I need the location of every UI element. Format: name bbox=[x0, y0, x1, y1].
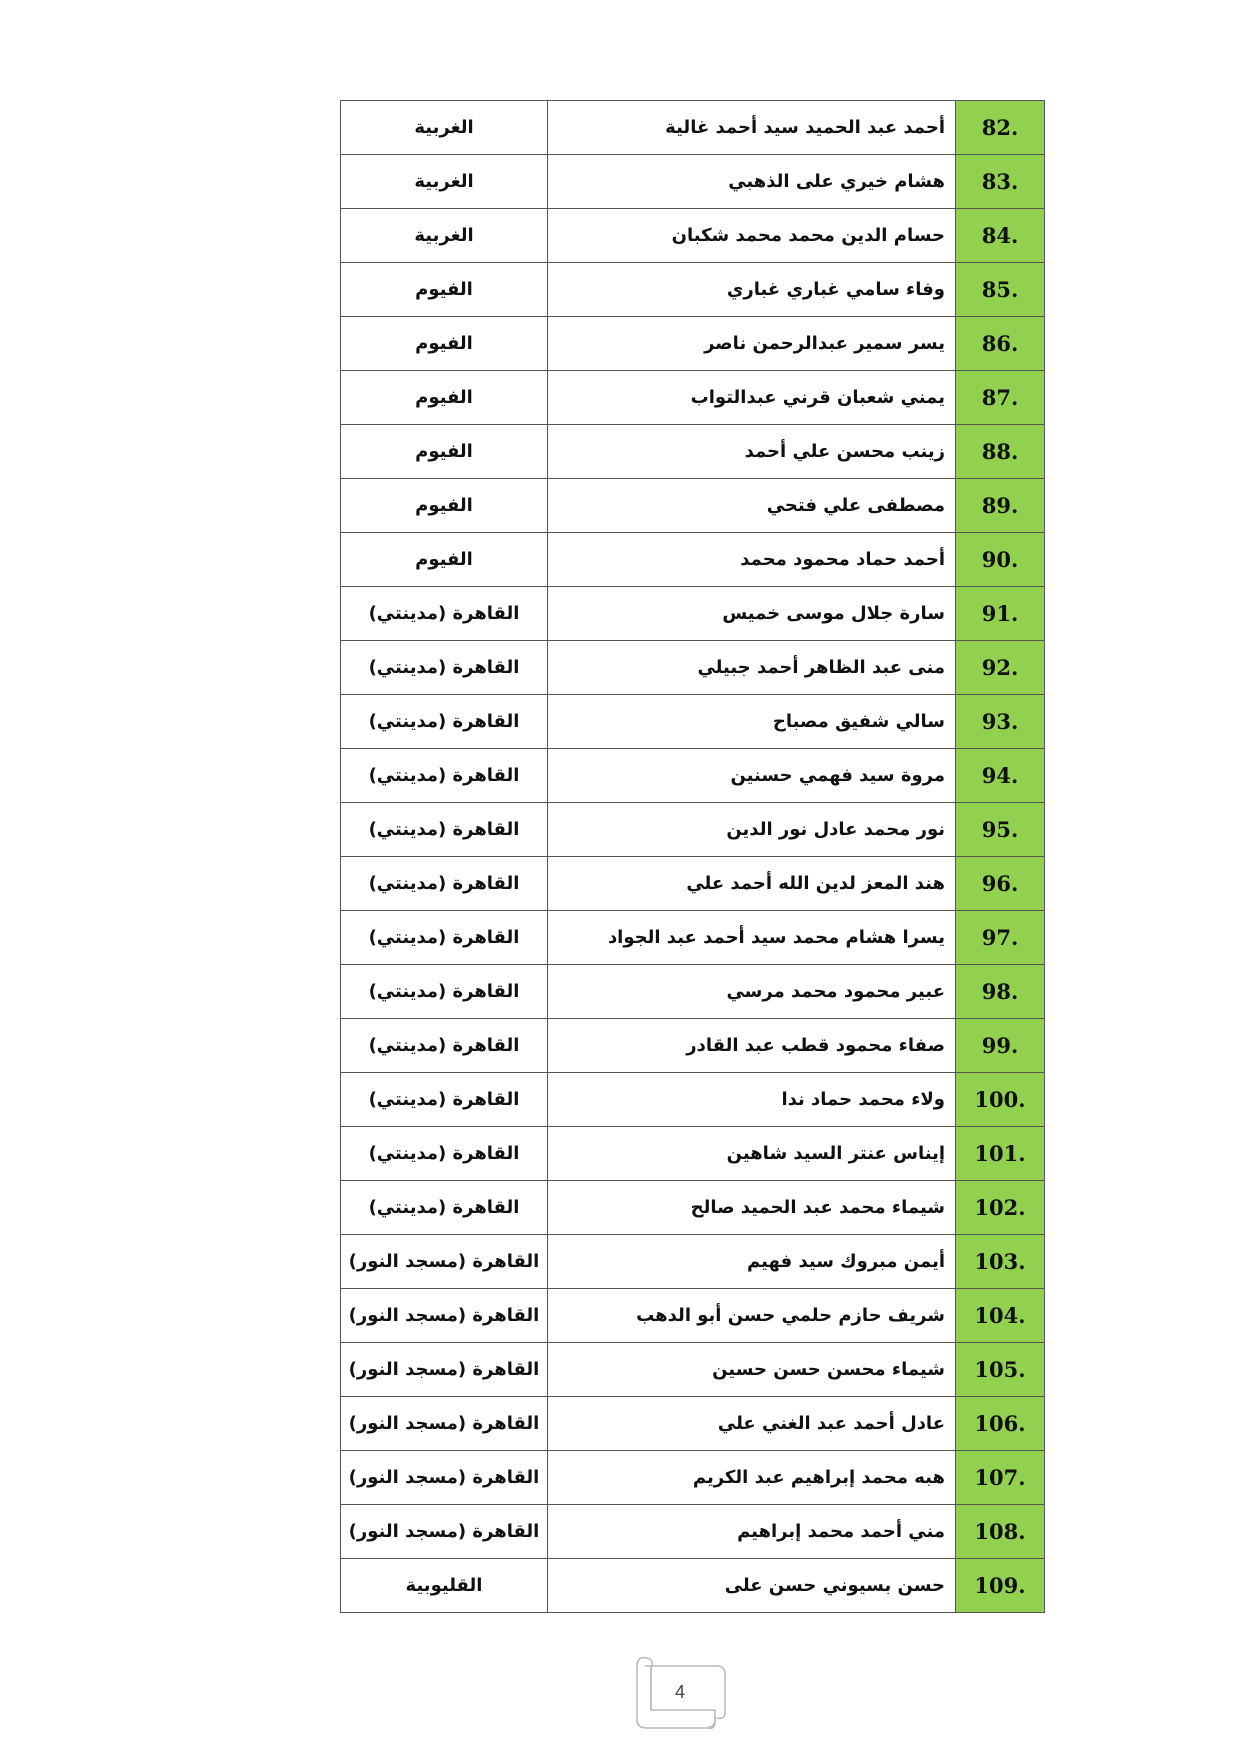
table-row bbox=[341, 965, 1045, 1019]
row-number: .88 bbox=[956, 425, 1045, 479]
participant-name: هشام خيري على الذهبي bbox=[548, 155, 956, 209]
page-number-scroll bbox=[625, 1652, 735, 1732]
participant-name: أحمد حماد محمود محمد bbox=[548, 533, 956, 587]
table-row bbox=[341, 641, 1045, 695]
participant-name: حسن بسيوني حسن على bbox=[548, 1559, 956, 1613]
governorate: الفيوم bbox=[341, 479, 548, 533]
row-number: .82 bbox=[956, 101, 1045, 155]
governorate: الغربية bbox=[341, 155, 548, 209]
row-number: .97 bbox=[956, 911, 1045, 965]
governorate: القاهرة (مدينتي) bbox=[341, 1019, 548, 1073]
governorate: القاهرة (مسجد النور) bbox=[341, 1343, 548, 1397]
governorate: القاهرة (مسجد النور) bbox=[341, 1289, 548, 1343]
table-row bbox=[341, 1019, 1045, 1073]
row-number: .84 bbox=[956, 209, 1045, 263]
governorate: الفيوم bbox=[341, 317, 548, 371]
row-number: .86 bbox=[956, 317, 1045, 371]
table-row bbox=[341, 155, 1045, 209]
row-number: .93 bbox=[956, 695, 1045, 749]
governorate: القاهرة (مدينتي) bbox=[341, 587, 548, 641]
table-row bbox=[341, 101, 1045, 155]
row-number: .103 bbox=[956, 1235, 1045, 1289]
participant-name: يمني شعبان قرني عبدالتواب bbox=[548, 371, 956, 425]
governorate: الغربية bbox=[341, 209, 548, 263]
row-number: .99 bbox=[956, 1019, 1045, 1073]
governorate: القاهرة (مسجد النور) bbox=[341, 1505, 548, 1559]
participant-name: سالي شفيق مصباح bbox=[548, 695, 956, 749]
participant-name: شريف حازم حلمي حسن أبو الدهب bbox=[548, 1289, 956, 1343]
governorate: القاهرة (مدينتي) bbox=[341, 749, 548, 803]
row-number: .90 bbox=[956, 533, 1045, 587]
page-number: 4 bbox=[674, 1682, 685, 1702]
row-number: .105 bbox=[956, 1343, 1045, 1397]
participant-name: عادل أحمد عبد الغني علي bbox=[548, 1397, 956, 1451]
row-number: .104 bbox=[956, 1289, 1045, 1343]
table-row bbox=[341, 1343, 1045, 1397]
governorate: الفيوم bbox=[341, 425, 548, 479]
participants-table bbox=[340, 100, 1045, 1613]
participant-name: وفاء سامي غباري غباري bbox=[548, 263, 956, 317]
participant-name: شيماء محمد عبد الحميد صالح bbox=[548, 1181, 956, 1235]
row-number: .94 bbox=[956, 749, 1045, 803]
table-row bbox=[341, 749, 1045, 803]
row-number: .83 bbox=[956, 155, 1045, 209]
table-row bbox=[341, 1559, 1045, 1613]
participant-name: أيمن مبروك سيد فهيم bbox=[548, 1235, 956, 1289]
participant-name: ولاء محمد حماد ندا bbox=[548, 1073, 956, 1127]
row-number: .96 bbox=[956, 857, 1045, 911]
row-number: .107 bbox=[956, 1451, 1045, 1505]
governorate: الغربية bbox=[341, 101, 548, 155]
row-number: .87 bbox=[956, 371, 1045, 425]
row-number: .100 bbox=[956, 1073, 1045, 1127]
table-row bbox=[341, 317, 1045, 371]
table-row bbox=[341, 587, 1045, 641]
participant-name: يسرا هشام محمد سيد أحمد عبد الجواد bbox=[548, 911, 956, 965]
row-number: .95 bbox=[956, 803, 1045, 857]
participant-name: هبه محمد إبراهيم عبد الكريم bbox=[548, 1451, 956, 1505]
table-row bbox=[341, 911, 1045, 965]
row-number: .85 bbox=[956, 263, 1045, 317]
table-row bbox=[341, 1073, 1045, 1127]
participant-name: يسر سمير عبدالرحمن ناصر bbox=[548, 317, 956, 371]
governorate: القاهرة (مدينتي) bbox=[341, 1073, 548, 1127]
governorate: القاهرة (مدينتي) bbox=[341, 857, 548, 911]
table-row bbox=[341, 857, 1045, 911]
governorate: القاهرة (مدينتي) bbox=[341, 641, 548, 695]
table-row bbox=[341, 1181, 1045, 1235]
participant-name: هند المعز لدين الله أحمد علي bbox=[548, 857, 956, 911]
governorate: القاهرة (مدينتي) bbox=[341, 1127, 548, 1181]
governorate: القاهرة (مدينتي) bbox=[341, 803, 548, 857]
governorate: القاهرة (مسجد النور) bbox=[341, 1451, 548, 1505]
governorate: الفيوم bbox=[341, 533, 548, 587]
table-row bbox=[341, 425, 1045, 479]
participant-name: مصطفى علي فتحي bbox=[548, 479, 956, 533]
row-number: .101 bbox=[956, 1127, 1045, 1181]
participant-name: حسام الدين محمد محمد شكبان bbox=[548, 209, 956, 263]
table-row bbox=[341, 1127, 1045, 1181]
participant-name: نور محمد عادل نور الدين bbox=[548, 803, 956, 857]
governorate: القاهرة (مدينتي) bbox=[341, 965, 548, 1019]
table-row bbox=[341, 1451, 1045, 1505]
participant-name: مروة سيد فهمي حسنين bbox=[548, 749, 956, 803]
table-row bbox=[341, 1505, 1045, 1559]
row-number: .92 bbox=[956, 641, 1045, 695]
row-number: .102 bbox=[956, 1181, 1045, 1235]
row-number: .91 bbox=[956, 587, 1045, 641]
participant-name: سارة جلال موسى خميس bbox=[548, 587, 956, 641]
table-row bbox=[341, 1235, 1045, 1289]
table-row bbox=[341, 533, 1045, 587]
row-number: .106 bbox=[956, 1397, 1045, 1451]
participant-name: صفاء محمود قطب عبد القادر bbox=[548, 1019, 956, 1073]
participant-name: عبير محمود محمد مرسي bbox=[548, 965, 956, 1019]
table-row bbox=[341, 695, 1045, 749]
table-row bbox=[341, 803, 1045, 857]
governorate: القاهرة (مسجد النور) bbox=[341, 1397, 548, 1451]
participant-name: منى عبد الظاهر أحمد جبيلي bbox=[548, 641, 956, 695]
row-number: .109 bbox=[956, 1559, 1045, 1613]
governorate: القاهرة (مسجد النور) bbox=[341, 1235, 548, 1289]
participant-name: شيماء محسن حسن حسين bbox=[548, 1343, 956, 1397]
governorate: القاهرة (مدينتي) bbox=[341, 695, 548, 749]
governorate: الفيوم bbox=[341, 371, 548, 425]
table-row bbox=[341, 209, 1045, 263]
row-number: .108 bbox=[956, 1505, 1045, 1559]
governorate: القاهرة (مدينتي) bbox=[341, 1181, 548, 1235]
governorate: الفيوم bbox=[341, 263, 548, 317]
participant-name: زينب محسن علي أحمد bbox=[548, 425, 956, 479]
table-body bbox=[341, 101, 1045, 1613]
row-number: .89 bbox=[956, 479, 1045, 533]
participant-name: أحمد عبد الحميد سيد أحمد غالية bbox=[548, 101, 956, 155]
row-number: .98 bbox=[956, 965, 1045, 1019]
table-row bbox=[341, 1397, 1045, 1451]
governorate: القاهرة (مدينتي) bbox=[341, 911, 548, 965]
participant-name: مني أحمد محمد إبراهيم bbox=[548, 1505, 956, 1559]
governorate: القليوبية bbox=[341, 1559, 548, 1613]
participant-name: إيناس عنتر السيد شاهين bbox=[548, 1127, 956, 1181]
table-row bbox=[341, 371, 1045, 425]
table-row bbox=[341, 263, 1045, 317]
table-row bbox=[341, 1289, 1045, 1343]
table-row bbox=[341, 479, 1045, 533]
